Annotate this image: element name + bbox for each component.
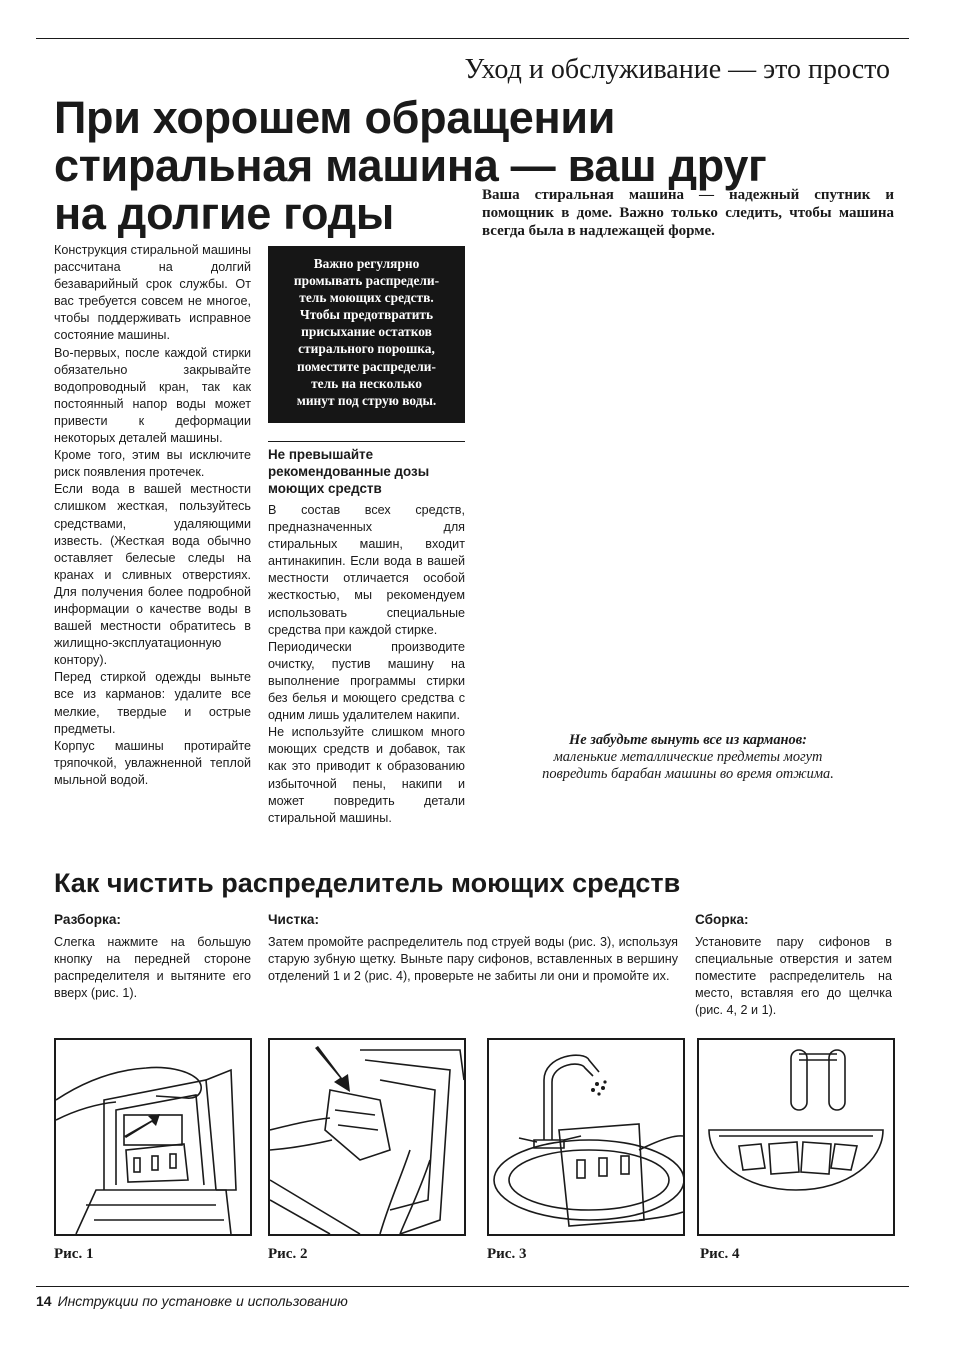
pockets-caption [482,732,894,783]
figure-3-label: Рис. 3 [487,1246,527,1262]
figure-3-drawing [489,1040,683,1234]
caption-bold: Не забудьте вынуть все из карманов: [569,732,807,748]
important-note-box [268,246,465,423]
note-line: тель на несколько [311,375,422,391]
figure-4-drawing [699,1040,893,1234]
column-2-rule [268,441,465,442]
figure-2-illustration [268,1038,466,1236]
arrow-icon [315,1046,350,1092]
assembly-text: Установите пару сифонов в специальные отверстия и затем поместите распределитель на место, вставляя его до щелчка (рис. 4, 2 и 1). [695,935,892,1018]
cleaning-text: Затем промойте распределитель под струей воды (рис. 3), используя старую зубную щетку. Выньте пару сифонов, вставленных в вершину отделений 1 и 2 (рис. 4), проверьте не забиты ли они и промойте их. [268,935,678,984]
footer-rule [36,1286,909,1287]
page-title-line: стиральная машина — ваш друг [54,140,767,191]
figure-1-label: Рис. 1 [54,1246,94,1262]
disassembly-heading: Разборка: [54,912,121,927]
note-line: Чтобы предотвратить [299,307,434,323]
caption-text: маленькие металлические предметы могут повредить барабан машины во время отжима. [542,749,834,782]
note-line: присыхание остатков [301,324,432,340]
lead-paragraph: Ваша стиральная машина — надежный спутник и помощник в доме. Важно только следить, чтобы машина всегда была в надлежащей форме. [482,187,894,239]
paragraph: Периодически производите очистку, пустив машину на выполнение программы стирки без белья и моющего средства с одним лишь удалителем накипи. [268,639,465,723]
disassembly-text: Слегка нажмите на большую кнопку на передней стороне распределителя и вытяните его вверх (рис. 1). [54,935,251,1001]
column-1 [54,242,251,789]
note-line: Важно регулярно [313,256,420,271]
section-title: Как чистить распределитель моющих средств [54,868,681,898]
section-header-title: Уход и обслуживание — это просто [464,54,890,85]
note-line: стирального порошка, [298,341,435,357]
figure-2-drawing [270,1040,464,1234]
paragraph: В состав всех средств, предназначенных для стиральных машин, входит антинакипин. Если вода в вашей местности отличается особой жесткостью, мы рекомендуем использовать специальные средства при каждой стирке. [268,503,465,637]
paragraph: Если вода в вашей местности слишком жесткая, пользуйтесь средствами, удаляющими известь. (Жесткая вода обычно оставляет белесые следы на кранах и сливных отверстиях. Для получения более подробной информации о качестве воды в вашей местности обратитесь в жилищно-эксплуатационную контору). [54,482,251,668]
paragraph: Не используйте слишком много моющих средств и добавок, так как это приводит к образованию избыточной пены, накипи и может повредить детали стиральной машины. [268,725,465,825]
figure-1-illustration [54,1038,252,1236]
column-2 [268,502,465,827]
figure-1-drawing [56,1040,250,1234]
assembly-heading: Сборка: [695,912,749,927]
page-title-line: При хорошем обращении [54,92,616,143]
page-number: 14 [36,1293,52,1309]
figure-4-illustration [697,1038,895,1236]
cleaning-heading: Чистка: [268,912,320,927]
paragraph: Перед стиркой одежды выньте все из карманов: удалите все мелкие, твердые и острые предметы. [54,670,251,736]
note-line: тель моющих средств. [299,290,434,306]
note-line: минут под струю воды. [296,392,437,408]
top-rule [36,38,909,39]
footer-text: Инструкции по установке и использованию [57,1293,348,1309]
note-line: поместите распредели- [297,358,436,374]
note-line: промывать распредели- [293,273,440,289]
figure-4-label: Рис. 4 [700,1246,740,1262]
page-title-line: на долгие годы [54,188,395,239]
figure-3-illustration [487,1038,685,1236]
paragraph: Во-первых, после каждой стирки обязательно закрывайте водопроводный кран, так как постоянный напор воды может привести к деформации некоторых деталей машины. [54,345,251,446]
paragraph: Корпус машины протирайте тряпочкой, увлажненной теплой мыльной водой. [54,738,251,787]
arrow-icon [124,1114,160,1138]
paragraph: Конструкция стиральной машины рассчитана на долгий безаварийный срок службы. От вас требуется совсем не многое, чтобы поддерживать исправное состояние машины. [54,243,251,343]
column-2-heading: Не превышайте рекомендованные дозы моющих средств [268,447,430,496]
figure-2-label: Рис. 2 [268,1246,308,1262]
paragraph: Кроме того, этим вы исключите риск появления протечек. [54,448,251,480]
footer [36,1293,348,1309]
